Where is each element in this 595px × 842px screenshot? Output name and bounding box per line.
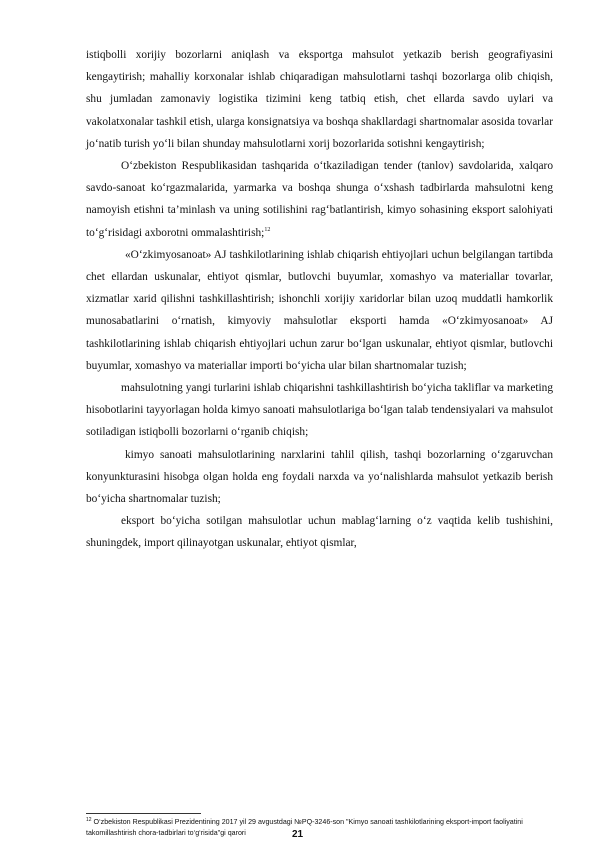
- page-number: 21: [291, 829, 304, 840]
- paragraph-4: mahsulotning yangi turlarini ishlab chiqarishni tashkillashtirish bo‘yicha takliflar va marketing hisobotlarini tayyorlagan holda kimyo sanoati mahsulotlariga bo‘lgan talab tendensiyalari va mahsulot sotiladigan istiqbolli bozorlarni o‘rganib chiqish;: [86, 382, 553, 439]
- footnote-divider: [86, 813, 201, 814]
- paragraph-5: kimyo sanoati mahsulotlarining narxlarini tahlil qilish, tashqi bozorlarning o‘zgaruvchan konyunkturasini hisobga olgan holda eng foydali narxda va yo‘nalishlarda mahsulot yetkazib berish bo‘yicha shartnomalar tuzish;: [86, 448, 553, 506]
- footnote-text: O‘zbekiston Respublikasi Prezidentining 2017 yil 29 avgustdagi №PQ-3246-son "Kimyo sanoati tashkilotlarining eksport-import faoliyatini takomillashtirish chora-tadbirlari to‘g‘risida"gi qarori: [86, 818, 523, 837]
- body-text: [86, 44, 553, 555]
- paragraph-1: istiqbolli xorijiy bozorlarni aniqlash va eksportga mahsulot yetkazib berish geografiyasini kengaytirish; mahalliy korxonalar ishlab chiqaradigan mahsulotlarni tashqi bozorlarga olib chiqish, shu jumladan zamonaviy logistika tizimini keng tatbiq etish, chet ellarda savdo uylari va vakolatxonalar tashkil etish, ularga konsignatsiya va boshqa shakllardagi shartnomalar asosida tovarlar jo‘natib turish yo‘li bilan shunday mahsulotlarni xorij bozorlarida sotishni kengaytirish;: [86, 49, 553, 150]
- paragraph-2: [86, 155, 553, 244]
- paragraph-3: «O‘zkimyosanoat» AJ tashkilotlarining ishlab chiqarish ehtiyojlari uchun belgilangan tartibda chet ellardan uskunalar, ehtiyot qismlar, butlovchi buyumlar, xomashyo va materiallar tovarlar, xizmatlar xarid qilishni tashkillashtirish; ishonchli xorijiy xaridorlar bilan uzoq muddatli hamkorlik munosabatlarini o‘rnatish, kimyoviy mahsulotlar eksporti hamda «O‘zkimyosanoat» AJ tashkilotlarining ishlab chiqarish ehtiyojlari uchun zarur bo‘lgan uskunalar, ehtiyot qismlar, butlovchi buyumlar, xomashyo va materiallar importi bo‘yicha ular bilan shartnomalar tuzish;: [86, 248, 553, 372]
- footnote-reference[interactable]: 12: [264, 226, 271, 233]
- footnote-marker: 12: [86, 817, 92, 823]
- paragraph-2-text: O‘zbekiston Respublikasidan tashqarida o‘tkaziladigan tender (tanlov) savdolarida, xalqaro savdo-sanoat ko‘rgazmalarida, yarmarka va boshqa shunga o‘xshash tadbirlarda mahsulotni keng namoyish etishni ta’minlash va uning sotilishini rag‘batlantirish, kimyo sohasining eksport salohiyati to‘g‘risidagi axborotni ommalashtirish;: [86, 160, 553, 239]
- paragraph-6: eksport bo‘yicha sotilgan mahsulotlar uchun mablag‘larning o‘z vaqtida kelib tushishini, shuningdek, import qilinayotgan uskunalar, ehtiyot qismlar,: [86, 515, 553, 550]
